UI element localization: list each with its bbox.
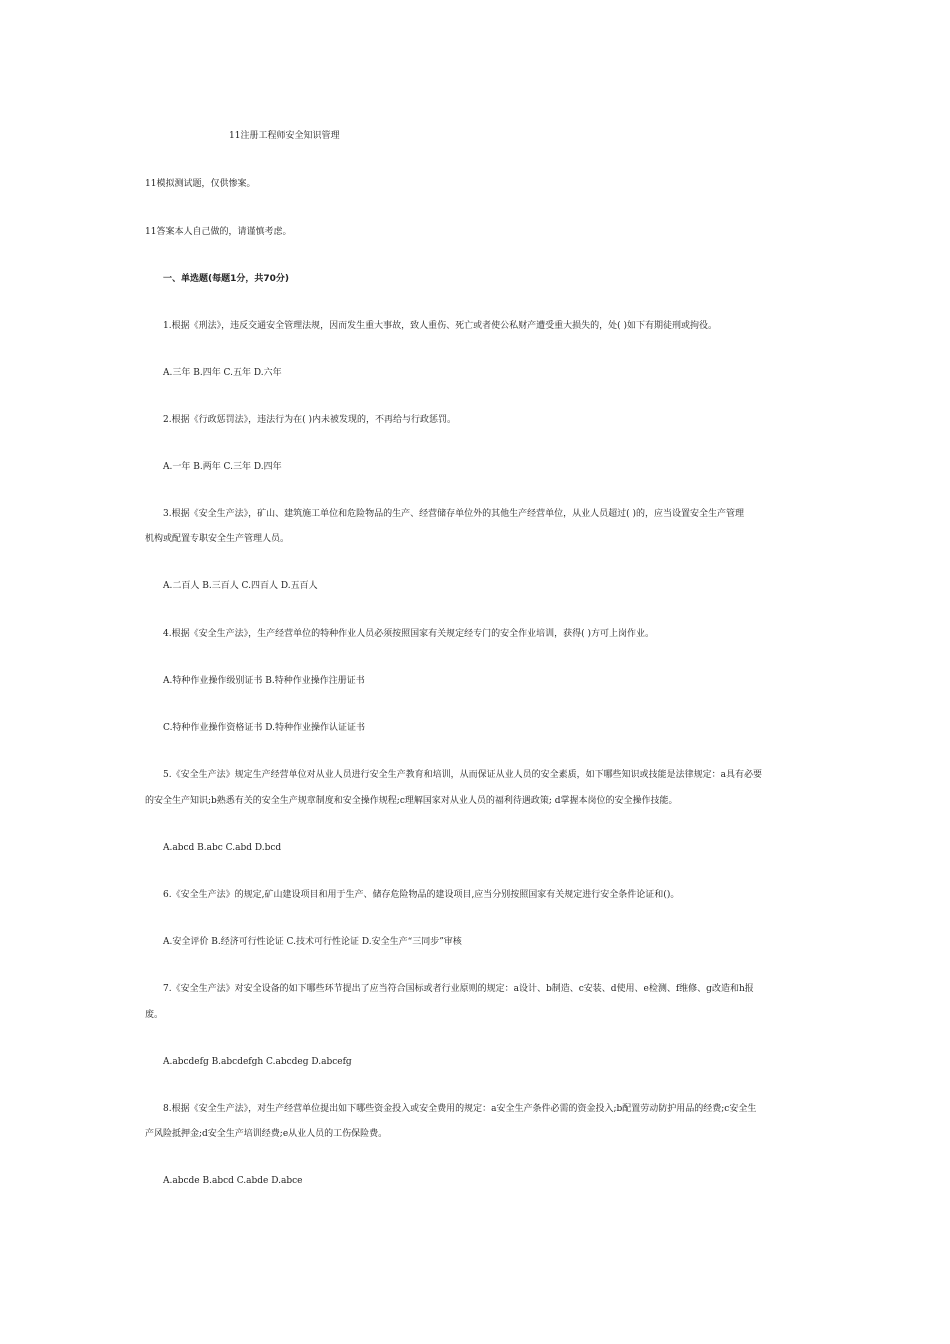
question-2-text: 2.根据《行政惩罚法》，违法行为在( )内未被发现的，不再给与行政惩罚。: [163, 415, 456, 425]
question-3-options: A.二百人 B.三百人 C.四百人 D.五百人: [163, 581, 318, 591]
question-3-text: 3.根据《安全生产法》，矿山、建筑施工单位和危险物品的生产、经营储存单位外的其他生产经营单位，从业人员超过( )的，应当设置安全生产管理: [163, 509, 744, 519]
note-line-1: 11模拟测试题，仅供惨案。: [145, 179, 256, 189]
note-line-2: 11答案本人自己做的，请谨慎考虑。: [145, 227, 292, 237]
question-2-options: A.一年 B.两年 C.三年 D.四年: [163, 462, 282, 472]
question-8-text: 8.根据《安全生产法》，对生产经营单位提出如下哪些资金投入或安全费用的规定：a安全生产条件必需的资金投入;b配置劳动防护用品的经费;c安全生: [163, 1104, 757, 1114]
question-3-text-continued: 机构或配置专职安全生产管理人员。: [145, 534, 290, 544]
question-4-options-row-1: A.特种作业操作级别证书 B.特种作业操作注册证书: [163, 676, 365, 686]
question-7-text-continued: 废。: [145, 1010, 164, 1020]
question-5-options: A.abcd B.abc C.abd D.bcd: [163, 843, 282, 853]
question-5-text: 5.《安全生产法》规定生产经营单位对从业人员进行安全生产教育和培训，从而保证从业人员的安全素质，如下哪些知识或技能是法律规定：a具有必要: [163, 770, 762, 780]
question-7-text: 7.《安全生产法》对安全设备的如下哪些环节提出了应当符合国标或者行业原则的规定：a设计、b制造、c安装、d使用、e检测、f维修、g改造和h报: [163, 984, 754, 994]
question-7-options: A.abcdefg B.abcdefgh C.abcdeg D.abcefg: [163, 1057, 352, 1067]
document-title: 11注册工程师安全知识管理: [229, 131, 340, 141]
question-4-options-row-2: C.特种作业操作资格证书 D.特种作业操作认证证书: [163, 723, 366, 733]
question-1-text: 1.根据《刑法》，违反交通安全管理法规，因而发生重大事故，致人重伤、死亡或者使公私财产遭受重大损失的，处( )如下有期徒刑或拘役。: [163, 321, 717, 331]
question-8-options: A.abcde B.abcd C.abde D.abce: [163, 1176, 303, 1186]
question-6-text: 6.《安全生产法》的规定,矿山建设项目和用于生产、储存危险物品的建设项目,应当分别按照国家有关规定进行安全条件论证和()。: [163, 890, 680, 900]
question-8-text-continued: 产风险抵押金;d安全生产培训经费;e从业人员的工伤保险费。: [145, 1129, 388, 1139]
question-6-options: A.安全评价 B.经济可行性论证 C.技术可行性论证 D.安全生产“三同步”审核: [163, 937, 462, 947]
question-4-text: 4.根据《安全生产法》，生产经营单位的特种作业人员必须按照国家有关规定经专门的安全作业培训，获得( )方可上岗作业。: [163, 629, 654, 639]
question-1-options: A.三年 B.四年 C.五年 D.六年: [163, 368, 282, 378]
question-5-text-continued: 的安全生产知识;b熟悉有关的安全生产规章制度和安全操作规程;c理解国家对从业人员的福利待遇政策; d掌握本岗位的安全操作技能。: [145, 796, 678, 806]
section-heading: 一、单选题(每题1分，共70分): [163, 274, 290, 284]
